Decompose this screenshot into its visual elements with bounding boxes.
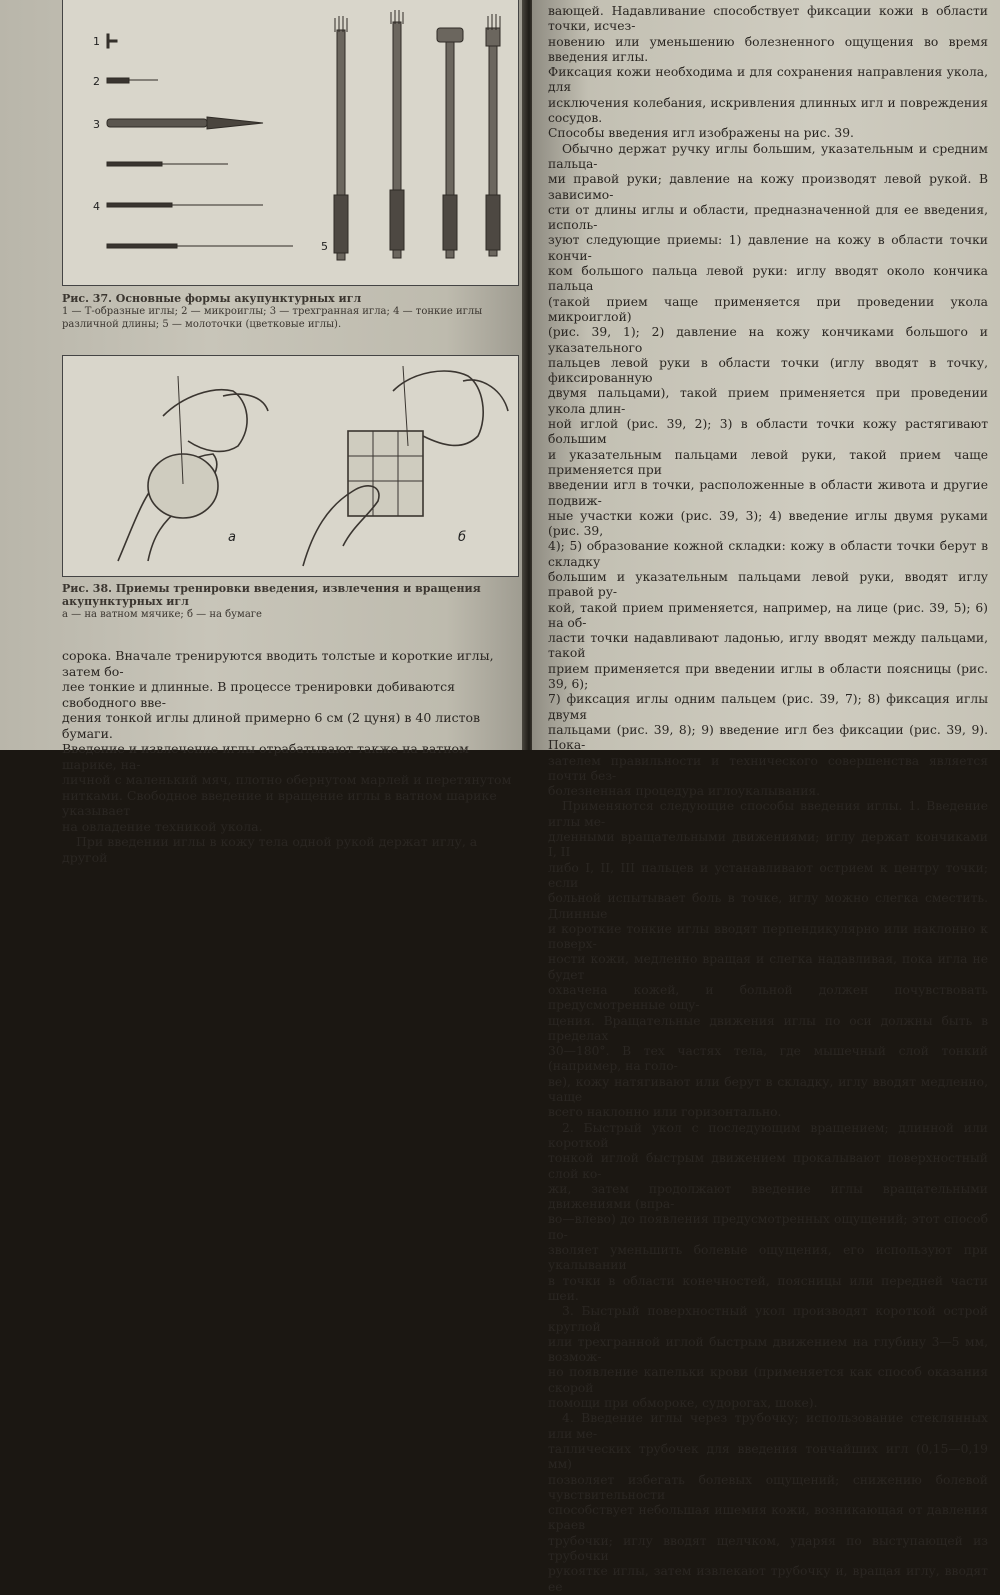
needles-illustration bbox=[63, 0, 518, 285]
right-line: ной иглой (рис. 39, 2); 3) в области точки кожу растягивают большим bbox=[548, 417, 988, 447]
figure-label-4: 4 bbox=[93, 200, 100, 213]
figure-38-caption bbox=[62, 582, 517, 621]
right-line: введении игл в точки, расположенные в области живота и другие подвиж- bbox=[548, 478, 988, 508]
right-line: ности кожи, медленно вращая и слегка надавливая, пока игла не будет bbox=[548, 952, 988, 982]
figure-label-5: 5 bbox=[321, 240, 328, 253]
figure-38-caption-text: а — на ватном мячике; б — на бумаге bbox=[62, 609, 262, 620]
right-line: ми правой руки; давление на кожу производят левой рукой. В зависимо- bbox=[548, 172, 988, 202]
right-line: пальцев левой руки в области точки (иглу вводят в точку, фиксированную bbox=[548, 355, 988, 386]
right-line: двумя пальцами), такой прием применяется при проведении укола длин- bbox=[548, 386, 988, 416]
right-line: щения. Вращательные движения иглы по оси должны быть в пределах bbox=[548, 1013, 988, 1043]
right-line: вающей. Надавливание способствует фиксации кожи в области точки, исчез- bbox=[548, 4, 988, 34]
figure-label-3: 3 bbox=[93, 118, 100, 131]
right-page-text bbox=[548, 4, 988, 1595]
right-line: ные участки кожи (рис. 39, 3); 4) введение иглы двумя руками (рис. 39, bbox=[548, 508, 988, 539]
right-line: охвачена кожей, и больной должен почувствовать предусмотренные ощу- bbox=[548, 983, 988, 1013]
figure-38 bbox=[62, 355, 519, 577]
right-line: и указательным пальцами левой руки, такой прием чаще применяется при bbox=[548, 447, 988, 477]
right-line: зволяет уменьшить болевые ощущения, его используют при укалывании bbox=[548, 1243, 988, 1273]
right-line: болезненная процедура иглоукалывания. bbox=[548, 784, 821, 799]
left-page-text bbox=[62, 648, 517, 865]
right-line: трубочки; иглу вводят щелчком, ударяя по выступающей из трубочки bbox=[548, 1533, 988, 1563]
right-line: новению или уменьшению болезненного ощущения во время введения иглы. bbox=[548, 34, 988, 64]
figure-38-caption-title: Рис. 38. Приемы тренировки введения, извлечения и вращения акупунктурных игл bbox=[62, 582, 481, 608]
right-line: (такой прием чаще применяется при проведении укола микроиглой) bbox=[548, 294, 988, 324]
figure-37-caption bbox=[62, 292, 517, 331]
right-line: исключения колебания, искривления длинных игл и повреждения сосудов. bbox=[548, 95, 988, 126]
figure-38-label-b: б bbox=[458, 530, 467, 545]
right-line: тонкой иглой быстрым движением прокалывают поверхностный слой ко- bbox=[548, 1151, 988, 1181]
right-line: прием применяется при введении иглы в области поясницы (рис. 39, 6); bbox=[548, 661, 988, 692]
right-line: всего наклонно или горизонтально. bbox=[548, 1105, 782, 1120]
left-line: на овладение техникой укола. bbox=[62, 818, 263, 834]
right-line: либо I, II, III пальцев и устанавливают острием к центру точки; если bbox=[548, 860, 988, 890]
right-line: помощи при обмороке, судорогах, шоке). bbox=[548, 1396, 818, 1411]
right-line: но появление капельки крови (применяется как способ оказания скорой bbox=[548, 1365, 988, 1395]
figure-37 bbox=[62, 0, 519, 286]
right-line: Фиксация кожи необходима и для сохранения направления укола, для bbox=[548, 65, 988, 95]
left-line: Введение и извлечение иглы отрабатывают также на ватном шарике, на- bbox=[62, 741, 469, 772]
right-line: ве), кожу натягивают или берут в складку, иглу вводят медленно, чаще bbox=[548, 1074, 988, 1105]
left-line: нитками. Свободное введение и вращение иглы в ватном шарике указывает bbox=[62, 787, 497, 818]
right-line: во—влево) до появления предусмотренных ощущений; этот способ по- bbox=[548, 1212, 988, 1242]
right-line: 30—180°. В тех частях тела, где мышечный слой тонкий (например, на голо- bbox=[548, 1044, 988, 1074]
left-page bbox=[0, 0, 525, 865]
right-line: Обычно держат ручку иглы большим, указательным и средним пальца- bbox=[548, 141, 988, 171]
right-line: таллических трубочек для введения тончайших игл (0,15—0,19 мм) bbox=[548, 1441, 988, 1472]
hands-illustration bbox=[63, 356, 518, 576]
figure-label-1: 1 bbox=[93, 35, 100, 48]
right-line: дленными вращательными движениями; иглу держат кончиками I, II bbox=[548, 830, 988, 860]
figure-37-caption-text: 1 — Т-образные иглы; 2 — микроиглы; 3 — трехгранная игла; 4 — тонкие иглы различной длины; 5 — молоточки (цветковые иглы). bbox=[62, 306, 483, 330]
right-line: кой, такой прием применяется, например, на лице (рис. 39, 5); 6) на об- bbox=[548, 600, 988, 630]
right-line: 2. Быстрый укол с последующим вращением; длинной или короткой bbox=[548, 1120, 988, 1150]
right-line: (рис. 39, 1); 2) давление на кожу кончиками большого и указательного bbox=[548, 325, 988, 355]
right-line: и короткие тонкие иглы вводят перпендикулярно или наклонно к поверх- bbox=[548, 921, 988, 952]
right-line: Способы введения игл изображены на рис. 39. bbox=[548, 126, 854, 141]
right-line: пальцами (рис. 39, 8); 9) введение игл без фиксации (рис. 39, 9). Пока- bbox=[548, 722, 988, 753]
right-line: ком большого пальца левой руки: иглу вводят около кончика пальца bbox=[548, 264, 988, 294]
right-line: или трехгранной иглой быстрым движением на глубину 3—5 мм, возмож- bbox=[548, 1334, 988, 1365]
left-line: При введении иглы в кожу тела одной рукой держат иглу, а другой bbox=[62, 834, 478, 865]
right-line: 3. Быстрый поверхностный укол производят короткой острой круглой bbox=[548, 1304, 988, 1334]
left-line: личной с маленький мяч, плотно обернутом марлей и перетянутом bbox=[62, 772, 512, 787]
right-line: сти от длины иглы и области, предназначенной для ее введения, исполь- bbox=[548, 202, 988, 233]
right-line: в точки в области конечностей, поясницы или передней части шеи. bbox=[548, 1273, 988, 1303]
right-line: способствует небольшая ишемия кожи, возникающая от давления краев bbox=[548, 1503, 988, 1533]
left-line: сорока. Вначале тренируются вводить толстые и короткие иглы, затем бо- bbox=[62, 648, 494, 679]
right-line: Применяются следующие способы введения иглы. 1. Введение иглы ме- bbox=[548, 799, 988, 829]
right-line: больной испытывает боль в точке, иглу можно слегка сместить. Длинные bbox=[548, 891, 988, 921]
right-line: зателем правильности и технического совершенства является почти без- bbox=[548, 753, 988, 783]
right-line: 4); 5) образование кожной складки: кожу в области точки берут в складку bbox=[548, 539, 988, 569]
right-line: зуют следующие приемы: 1) давление на кожу в области точки кончи- bbox=[548, 233, 988, 263]
figure-37-caption-title: Рис. 37. Основные формы акупунктурных игл bbox=[62, 292, 362, 305]
right-line: позволяет избегать болевых ощущений; снижению болевой чувствительности bbox=[548, 1472, 988, 1502]
figure-label-2: 2 bbox=[93, 75, 100, 88]
left-line: дения тонкой иглы длиной примерно 6 см (2 цуня) в 40 листов бумаги. bbox=[62, 710, 481, 741]
right-line: ласти точки надавливают ладонью, иглу вводят между пальцами, такой bbox=[548, 631, 988, 661]
left-line: лее тонкие и длинные. В процессе тренировки добиваются свободного вве- bbox=[62, 679, 455, 710]
right-line: 4. Введение иглы через трубочку; использование стеклянных или ме- bbox=[548, 1411, 988, 1441]
figure-38-label-a: а bbox=[228, 530, 236, 545]
right-line: большим и указательным пальцами левой руки, вводят иглу правой ру- bbox=[548, 569, 988, 600]
right-line: 7) фиксация иглы одним пальцем (рис. 39, 7); 8) фиксация иглы двумя bbox=[548, 692, 988, 722]
right-line: рукоятке иглы, затем извлекают трубочку и, вращая иглу, вводят ее bbox=[548, 1564, 988, 1594]
right-line: жи, затем продолжают введение иглы вращательными движениями (впра- bbox=[548, 1181, 988, 1212]
